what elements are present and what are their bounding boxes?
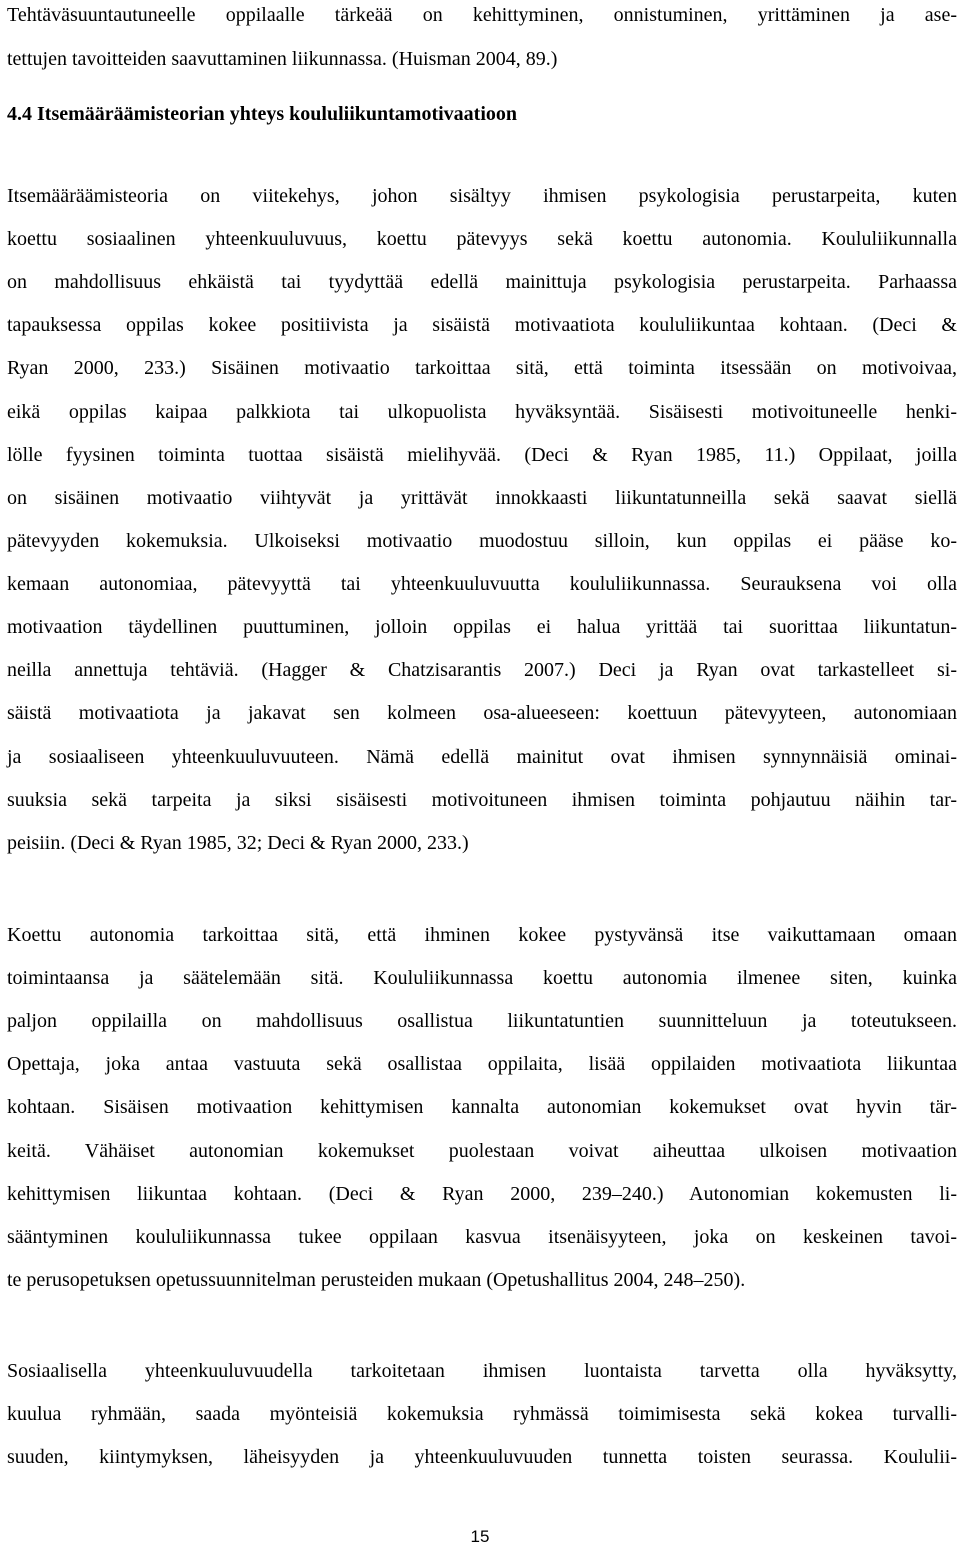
- paragraph2-line-8: sääntyminen koululiikunnassa tukee oppilaan kasvua itsenäisyyteen, joka on keskeinen tavoi-: [7, 1226, 957, 1248]
- paragraph1-line-8: on sisäinen motivaatio viihtyvät ja yrittävät innokkaasti liikuntatunneilla sekä saavat siellä: [7, 487, 957, 509]
- paragraph2-line-4: Opettaja, joka antaa vastuuta sekä osallistaa oppilaita, lisää oppilaiden motivaatiota liikuntaa: [7, 1053, 957, 1075]
- paragraph1-line-3: on mahdollisuus ehkäistä tai tyydyttää edellä mainittuja psykologisia perustarpeita. Parhaassa: [7, 271, 957, 293]
- paragraph1-line-2: koettu sosiaalinen yhteenkuuluvuus, koettu pätevyys sekä koettu autonomia. Koululiikunnalla: [7, 228, 957, 250]
- paragraph2-line-5: kohtaan. Sisäisen motivaation kehittymisen kannalta autonomian kokemukset ovat hyvin tär-: [7, 1096, 957, 1118]
- paragraph2-line-2: toimintaansa ja säätelemään sitä. Koululiikunnassa koettu autonomia ilmenee siten, kuinka: [7, 967, 957, 989]
- page-number: 15: [470, 1527, 490, 1546]
- paragraph1-line-6: eikä oppilas kaipaa palkkiota tai ulkopuolista hyväksyntää. Sisäisesti motivoituneelle henki-: [7, 401, 957, 423]
- paragraph1-line-14: ja sosiaaliseen yhteenkuuluvuuteen. Nämä edellä mainitut ovat ihmisen synnynnäisiä ominai-: [7, 746, 957, 768]
- paragraph1-line-9: pätevyyden kokemuksia. Ulkoiseksi motivaatio muodostuu silloin, kun oppilas ei pääse ko-: [7, 530, 957, 552]
- paragraph1-line-7: lölle fyysinen toiminta tuottaa sisäistä mielihyvää. (Deci & Ryan 1985, 11.) Oppilaat, joilla: [7, 444, 957, 466]
- intro-line-2: tettujen tavoitteiden saavuttaminen liikunnassa. (Huisman 2004, 89.): [7, 48, 558, 70]
- paragraph1-line-11: motivaation täydellinen puuttuminen, jolloin oppilas ei halua yrittää tai suorittaa liikuntatun-: [7, 616, 957, 638]
- paragraph3-line-1: Sosiaalisella yhteenkuuluvuudella tarkoitetaan ihmisen luontaista tarvetta olla hyväksytty,: [7, 1360, 957, 1382]
- section-heading: 4.4 Itsemääräämisteorian yhteys koululiikuntamotivaatioon: [7, 103, 518, 125]
- intro-line-1: Tehtäväsuuntautuneelle oppilaalle tärkeää on kehittyminen, onnistuminen, yrittäminen ja ase-: [7, 4, 957, 26]
- paragraph3-line-2: kuulua ryhmään, saada myönteisiä kokemuksia ryhmässä toimimisesta sekä kokea turvalli-: [7, 1403, 957, 1425]
- paragraph1-line-4: tapauksessa oppilas kokee positiivista ja sisäistä motivaatiota koululiikuntaa kohtaan. (Deci &: [7, 314, 957, 336]
- paragraph1-line-12: neilla annettuja tehtäviä. (Hagger & Chatzisarantis 2007.) Deci ja Ryan ovat tarkastelleet si-: [7, 659, 957, 681]
- paragraph2-line-9: te perusopetuksen opetussuunnitelman perusteiden mukaan (Opetushallitus 2004, 248–250).: [7, 1269, 746, 1291]
- paragraph2-line-6: keitä. Vähäiset autonomian kokemukset puolestaan voivat aiheuttaa ulkoisen motivaation: [7, 1140, 957, 1162]
- paragraph2-line-7: kehittymisen liikuntaa kohtaan. (Deci & Ryan 2000, 239–240.) Autonomian kokemusten li-: [7, 1183, 957, 1205]
- paragraph1-line-10: kemaan autonomiaa, pätevyyttä tai yhteenkuuluvuutta koululiikunnassa. Seurauksena voi olla: [7, 573, 957, 595]
- paragraph1-line-15: suuksia sekä tarpeita ja siksi sisäisesti motivoituneen ihmisen toiminta pohjautuu näihin tar-: [7, 789, 957, 811]
- paragraph1-line-16: peisiin. (Deci & Ryan 1985, 32; Deci & Ryan 2000, 233.): [7, 832, 469, 854]
- paragraph3-line-3: suuden, kiintymyksen, läheisyyden ja yhteenkuuluvuuden tunnetta toisten seurassa. Koululii-: [7, 1446, 957, 1468]
- paragraph2-line-1: Koettu autonomia tarkoittaa sitä, että ihminen kokee pystyvänsä itse vaikuttamaan omaan: [7, 924, 957, 946]
- paragraph1-line-1: Itsemääräämisteoria on viitekehys, johon sisältyy ihmisen psykologisia perustarpeita, kuten: [7, 185, 957, 207]
- paragraph1-line-5: Ryan 2000, 233.) Sisäinen motivaatio tarkoittaa sitä, että toiminta itsessään on motivoivaa,: [7, 357, 957, 379]
- paragraph1-line-13: säistä motivaatiota ja jakavat sen kolmeen osa-alueeseen: koettuun pätevyyteen, autonomiaan: [7, 702, 957, 724]
- paragraph2-line-3: paljon oppilailla on mahdollisuus osallistua liikuntatuntien suunnitteluun ja toteutukseen.: [7, 1010, 957, 1032]
